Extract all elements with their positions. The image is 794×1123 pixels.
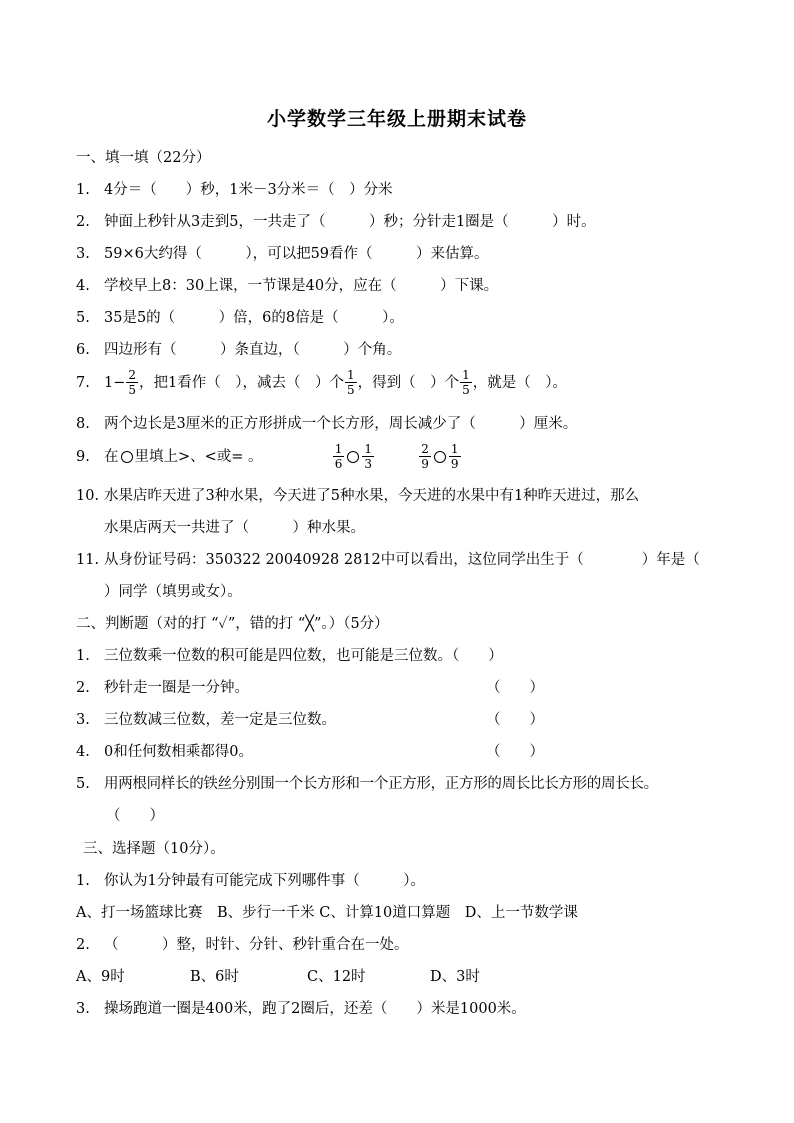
fraction-denominator: 5 bbox=[462, 382, 470, 397]
fraction bbox=[333, 443, 345, 470]
q-number: 8. bbox=[76, 416, 90, 432]
q1-9 bbox=[76, 442, 462, 472]
q-text-part: ，就是（ ）。 bbox=[472, 375, 568, 391]
q-text: （ ）整，时针、分针、秒针重合在一处。 bbox=[104, 937, 409, 953]
fraction-numerator: 2 bbox=[128, 367, 137, 382]
q-text: 两个边长是3厘米的正方形拼成一个长方形，周长减少了（ ）厘米。 bbox=[104, 416, 578, 432]
q-number: 5. bbox=[76, 310, 90, 326]
q1-11-line1 bbox=[76, 549, 700, 571]
fraction-denominator: 6 bbox=[334, 456, 343, 471]
q-number: 3. bbox=[76, 1001, 90, 1017]
choice-q-2-option-b: B、6时 bbox=[190, 969, 239, 985]
fraction-numerator: 1 bbox=[450, 441, 459, 456]
judge-item-1 bbox=[76, 645, 503, 667]
fraction bbox=[362, 443, 374, 470]
q-text: 59×6大约得（ ），可以把59看作（ ）来估算。 bbox=[104, 246, 489, 262]
q-number: 4. bbox=[76, 278, 90, 294]
fraction-denominator: 5 bbox=[128, 382, 137, 397]
choice-q-2-option-a: A、9时 bbox=[76, 969, 125, 985]
q-text: 水果店昨天进了3种水果，今天进了5种水果，今天进的水果中有1种昨天进过，那么 bbox=[104, 488, 640, 504]
q-number: 3. bbox=[76, 246, 90, 262]
judge-answer-paren-3: （ ） bbox=[486, 712, 544, 728]
q-number: 6. bbox=[76, 342, 90, 358]
q-text-part: 里填上>、<或= 。 bbox=[134, 449, 263, 465]
q1-10-line2: 水果店两天一共进了（ ）种水果。 bbox=[104, 520, 365, 536]
compare-circle-icon bbox=[434, 451, 446, 463]
fraction-denominator: 9 bbox=[450, 456, 459, 471]
q-text: 你认为1分钟最有可能完成下列哪件事（ ）。 bbox=[104, 873, 425, 889]
judge-item-2 bbox=[76, 677, 249, 699]
fraction bbox=[345, 369, 357, 396]
q1-6 bbox=[76, 339, 401, 361]
fraction bbox=[419, 443, 431, 470]
q1-3 bbox=[76, 243, 489, 265]
q-text: 学校早上8：30上课，一节课是40分，应在（ ）下课。 bbox=[104, 278, 499, 294]
q1-5 bbox=[76, 307, 404, 329]
q-text: 钟面上秒针从3走到5，一共走了（ ）秒；分针走1圈是（ ）时。 bbox=[104, 214, 596, 230]
judge-item-4 bbox=[76, 741, 253, 763]
q1-2 bbox=[76, 211, 596, 233]
q-number: 10. bbox=[76, 488, 100, 504]
q-number: 2. bbox=[76, 680, 90, 696]
page-title: 小学数学三年级上册期末试卷 bbox=[266, 108, 527, 130]
compare-circle-icon bbox=[347, 451, 359, 463]
q-number: 4. bbox=[76, 744, 90, 760]
q1-7 bbox=[76, 369, 567, 397]
fraction-numerator: 1 bbox=[364, 441, 373, 456]
choice-q-1 bbox=[76, 870, 425, 892]
fraction-denominator: 5 bbox=[347, 382, 355, 397]
q-number: 1. bbox=[76, 648, 90, 664]
q-text: 0和任何数相乘都得0。 bbox=[104, 744, 253, 760]
q-text: 4分＝（ ）秒，1米－3分米＝（ ）分米 bbox=[104, 182, 393, 198]
q-number: 1. bbox=[76, 182, 90, 198]
q-text: 三位数减三位数，差一定是三位数。 bbox=[104, 712, 336, 728]
circle-icon bbox=[121, 451, 133, 463]
judge-answer-paren-5: （ ） bbox=[106, 808, 164, 824]
fraction-denominator: 3 bbox=[364, 456, 373, 471]
judge-answer-paren-2: （ ） bbox=[486, 680, 544, 696]
section1-heading: 一、填一填（22分） bbox=[76, 150, 211, 166]
q-number: 11. bbox=[76, 552, 100, 568]
q1-11-line2: ）同学（填男或女）。 bbox=[104, 584, 242, 600]
judge-item-3 bbox=[76, 709, 336, 731]
choice-q-2-option-c: C、12时 bbox=[307, 969, 366, 985]
q-text: 用两根同样长的铁丝分别围一个长方形和一个正方形，正方形的周长比长方形的周长长。 bbox=[104, 776, 658, 792]
fraction-numerator: 2 bbox=[421, 441, 429, 456]
fraction-denominator: 9 bbox=[421, 456, 429, 471]
choice-q-2 bbox=[76, 934, 409, 956]
fraction bbox=[449, 443, 461, 470]
q-number: 7. bbox=[76, 375, 90, 391]
q-text: 秒针走一圈是一分钟。 bbox=[104, 680, 249, 696]
fraction-numerator: 1 bbox=[334, 441, 343, 456]
q-text: 四边形有（ ）条直边，（ ）个角。 bbox=[104, 342, 402, 358]
choice-q-3 bbox=[76, 998, 526, 1020]
section2-heading: 二、判断题（对的打 “✓”，错的打 “╳”。）（5分） bbox=[76, 616, 389, 632]
q-text: 从身份证号码：350322 20040928 2812中可以看出，这位同学出生于（ ）年是（ bbox=[104, 552, 700, 568]
q-text-part: 在 bbox=[104, 449, 119, 465]
fraction-numerator: 1 bbox=[462, 367, 470, 382]
q-text-part: 1− bbox=[104, 375, 126, 391]
fraction-numerator: 1 bbox=[347, 367, 355, 382]
q-text-part: ，得到（ ）个 bbox=[357, 375, 460, 391]
judge-answer-paren-4: （ ） bbox=[486, 744, 544, 760]
q1-10-line1 bbox=[76, 485, 639, 507]
q1-8 bbox=[76, 413, 577, 435]
q-number: 2. bbox=[76, 937, 90, 953]
q-number: 1. bbox=[76, 873, 90, 889]
q-number: 3. bbox=[76, 712, 90, 728]
q-number: 2. bbox=[76, 214, 90, 230]
q-text-part: ，把1看作（ ），减去（ ）个 bbox=[139, 375, 344, 391]
fraction bbox=[460, 369, 472, 396]
fraction bbox=[126, 369, 138, 396]
judge-item-5 bbox=[76, 773, 658, 795]
q-text: 35是5的（ ）倍，6的8倍是（ ）。 bbox=[104, 310, 404, 326]
q-text: 操场跑道一圈是400米，跑了2圈后，还差（ ）米是1000米。 bbox=[104, 1001, 526, 1017]
q-text: 三位数乘一位数的积可能是四位数，也可能是三位数。（ ） bbox=[104, 648, 503, 664]
q-number: 5. bbox=[76, 776, 90, 792]
choice-q-1-options: A、打一场篮球比赛 B、步行一千米 C、计算10道口算题 D、上一节数学课 bbox=[76, 905, 578, 921]
choice-q-2-option-d: D、3时 bbox=[430, 969, 480, 985]
section3-heading: 三、选择题（10分）。 bbox=[83, 841, 225, 857]
q1-1 bbox=[76, 179, 393, 201]
q1-4 bbox=[76, 275, 498, 297]
q-number: 9. bbox=[76, 449, 90, 465]
